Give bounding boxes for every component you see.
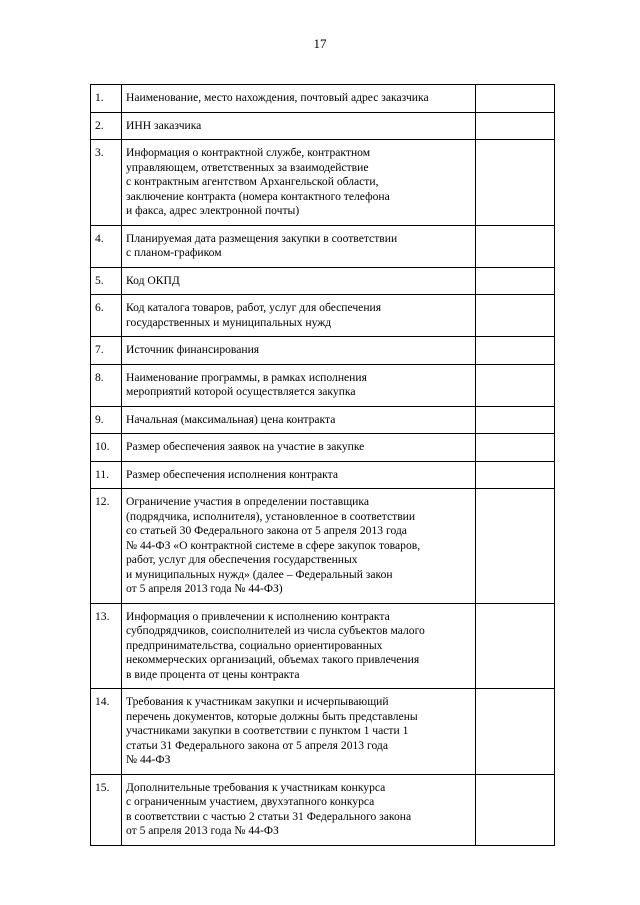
row-value-cell[interactable] bbox=[476, 295, 555, 337]
table-row bbox=[91, 364, 555, 406]
row-description: Наименование, место нахождения, почтовый адрес заказчика bbox=[122, 85, 476, 113]
row-value-cell[interactable] bbox=[476, 689, 555, 775]
row-description: Код ОКПД bbox=[122, 267, 476, 295]
row-value-cell[interactable] bbox=[476, 434, 555, 462]
table-row bbox=[91, 295, 555, 337]
row-description: Информация о контрактной службе, контрактном управляющем, ответственных за взаимодействие с контрактным агентством Архангельской области, заключение контракта (номера контактного телефона и факса, адрес электронной почты) bbox=[122, 140, 476, 226]
row-number: 1. bbox=[91, 85, 122, 113]
row-value-cell[interactable] bbox=[476, 489, 555, 604]
row-value-cell[interactable] bbox=[476, 225, 555, 267]
row-number: 3. bbox=[91, 140, 122, 226]
table-row bbox=[91, 406, 555, 434]
row-description: Размер обеспечения исполнения контракта bbox=[122, 461, 476, 489]
table-body bbox=[91, 85, 555, 846]
table-row bbox=[91, 85, 555, 113]
row-description: Ограничение участия в определении поставщика (подрядчика, исполнителя), установленное в соответствии со статьей 30 Федерального закона от 5 апреля 2013 года № 44-ФЗ «О контрактной системе в сфере закупок товаров, работ, услуг для обеспечения государственных и муниципальных нужд» (далее – Федеральный закон от 5 апреля 2013 года № 44-ФЗ) bbox=[122, 489, 476, 604]
row-description: ИНН заказчика bbox=[122, 112, 476, 140]
row-value-cell[interactable] bbox=[476, 112, 555, 140]
row-value-cell[interactable] bbox=[476, 85, 555, 113]
row-value-cell[interactable] bbox=[476, 337, 555, 365]
table-row bbox=[91, 140, 555, 226]
row-number: 15. bbox=[91, 774, 122, 845]
row-value-cell[interactable] bbox=[476, 267, 555, 295]
table-row bbox=[91, 337, 555, 365]
row-description: Планируемая дата размещения закупки в соответствии с планом-графиком bbox=[122, 225, 476, 267]
row-number: 7. bbox=[91, 337, 122, 365]
table-row bbox=[91, 225, 555, 267]
row-description: Размер обеспечения заявок на участие в закупке bbox=[122, 434, 476, 462]
row-description: Информация о привлечении к исполнению контракта субподрядчиков, соисполнителей из числа субъектов малого предпринимательства, социально ориентированных некоммерческих организаций, объемах такого привлечения в виде процента от цены контракта bbox=[122, 603, 476, 689]
procurement-info-table bbox=[90, 84, 555, 846]
row-number: 10. bbox=[91, 434, 122, 462]
row-value-cell[interactable] bbox=[476, 461, 555, 489]
row-description: Дополнительные требования к участникам конкурса с ограниченным участием, двухэтапного конкурса в соответствии с частью 2 статьи 31 Федерального закона от 5 апреля 2013 года № 44-ФЗ bbox=[122, 774, 476, 845]
table-row bbox=[91, 434, 555, 462]
table-row bbox=[91, 461, 555, 489]
row-description: Источник финансирования bbox=[122, 337, 476, 365]
row-number: 4. bbox=[91, 225, 122, 267]
row-number: 13. bbox=[91, 603, 122, 689]
table-row bbox=[91, 267, 555, 295]
table-row bbox=[91, 112, 555, 140]
row-value-cell[interactable] bbox=[476, 140, 555, 226]
table-row bbox=[91, 689, 555, 775]
row-number: 8. bbox=[91, 364, 122, 406]
row-number: 2. bbox=[91, 112, 122, 140]
row-number: 6. bbox=[91, 295, 122, 337]
row-description: Начальная (максимальная) цена контракта bbox=[122, 406, 476, 434]
page-number: 17 bbox=[313, 36, 327, 51]
row-description: Требования к участникам закупки и исчерпывающий перечень документов, которые должны быть представлены участниками закупки в соответствии с пунктом 1 части 1 статьи 31 Федерального закона от 5 апреля 2013 года № 44-ФЗ bbox=[122, 689, 476, 775]
row-number: 5. bbox=[91, 267, 122, 295]
row-value-cell[interactable] bbox=[476, 603, 555, 689]
row-description: Код каталога товаров, работ, услуг для обеспечения государственных и муниципальных нужд bbox=[122, 295, 476, 337]
table-row bbox=[91, 489, 555, 604]
table-row bbox=[91, 774, 555, 845]
row-value-cell[interactable] bbox=[476, 364, 555, 406]
row-number: 11. bbox=[91, 461, 122, 489]
row-value-cell[interactable] bbox=[476, 774, 555, 845]
table-row bbox=[91, 603, 555, 689]
row-number: 12. bbox=[91, 489, 122, 604]
row-description: Наименование программы, в рамках исполнения мероприятий которой осуществляется закупка bbox=[122, 364, 476, 406]
row-number: 9. bbox=[91, 406, 122, 434]
row-value-cell[interactable] bbox=[476, 406, 555, 434]
row-number: 14. bbox=[91, 689, 122, 775]
